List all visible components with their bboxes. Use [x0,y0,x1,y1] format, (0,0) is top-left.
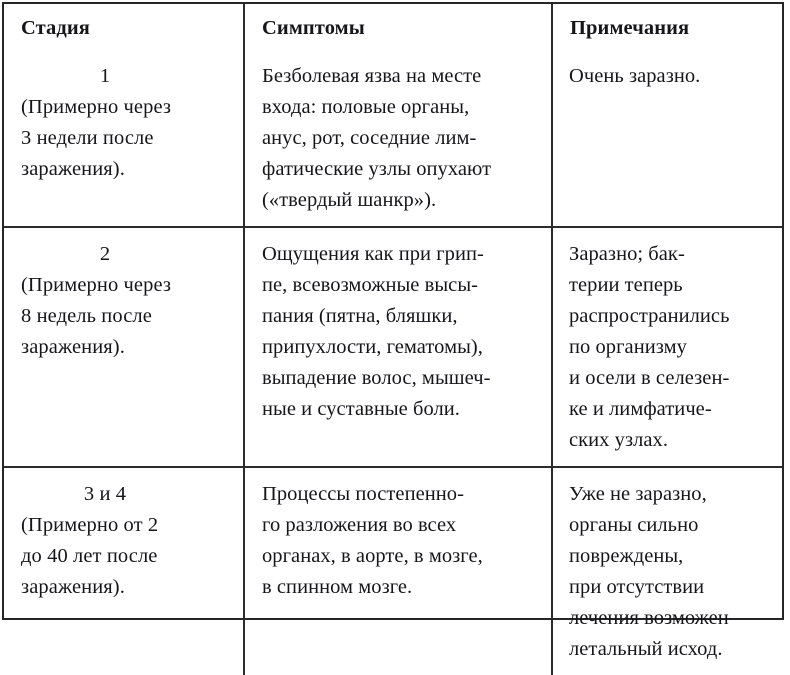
notes-line: по организму [569,336,687,358]
column-header-notes-label: Примечания [570,17,690,39]
cell-stage [4,467,244,675]
symptoms-line: Процессы постепенно- [262,483,464,505]
table-row [4,50,782,227]
symptoms-line: пе, всевозможные высы- [262,274,479,296]
stage-detail-line: заражения). [21,576,125,598]
stage-number: 3 и 4 [83,483,127,505]
notes-line: органы сильно [569,514,699,536]
column-header-notes [552,4,782,50]
table-body [4,50,782,675]
symptoms-line: фатические узлы опухают [262,158,492,180]
symptoms-line: входа: половые органы, [262,96,470,118]
table-row [4,227,782,467]
symptoms-line: анус, рот, соседние лим- [262,127,477,149]
notes-line: терии теперь [569,274,683,296]
cell-notes [552,50,782,227]
stage-detail-line: до 40 лет после [21,545,158,567]
stage-detail-line: (Примерно от 2 [21,514,159,536]
stage-detail-line: (Примерно через [21,274,172,296]
notes-line: и осели в селезен- [569,367,730,389]
stage-detail-line: заражения). [21,336,125,358]
cell-symptoms [244,227,552,467]
table-header [4,4,782,50]
cell-notes [552,467,782,675]
stage-detail-line: 8 недель после [21,305,152,327]
notes-line: ских узлах. [569,429,669,451]
stage-number: 2 [99,243,111,265]
table-row [4,467,782,675]
notes-line: ке и лимфатиче- [569,398,712,420]
column-header-symptoms-label: Симптомы [262,17,365,39]
symptoms-line: выпадение волос, мышеч- [262,367,491,389]
column-header-stage [4,4,244,50]
symptoms-line: органах, в аорте, в мозге, [262,545,483,567]
notes-line: повреждены, [569,545,684,567]
table-header-row [4,4,782,50]
symptoms-line: Безболевая язва на месте [262,65,482,87]
cell-symptoms [244,467,552,675]
symptoms-line: го разложения во всех [262,514,457,536]
stage-table-container [2,2,784,660]
symptoms-line: припухлости, гематомы), [262,336,483,358]
notes-line: Очень заразно. [569,65,701,87]
column-header-symptoms [244,4,552,50]
symptoms-line: пания (пятна, бляшки, [262,305,458,327]
cell-stage [4,227,244,467]
notes-line: лечения возможен [569,607,729,629]
stage-detail-line: (Примерно через [21,96,172,118]
stage-number: 1 [99,65,111,87]
column-header-stage-label: Стадия [21,17,90,39]
symptoms-line: в спинном мозге. [262,576,413,598]
stage-detail-line: 3 недели после [21,127,154,149]
cell-stage [4,50,244,227]
notes-line: летальный исход. [569,638,723,660]
notes-line: Заразно; бак- [569,243,685,265]
symptoms-line: Ощущения как при грип- [262,243,484,265]
symptoms-line: ные и суставные боли. [262,398,460,420]
symptoms-line: («твердый шанкр»). [262,189,437,211]
cell-notes [552,227,782,467]
notes-line: при отсутствии [569,576,705,598]
cell-symptoms [244,50,552,227]
stage-table [4,4,782,675]
stage-detail-line: заражения). [21,158,125,180]
notes-line: Уже не заразно, [569,483,707,505]
notes-line: распространились [569,305,730,327]
